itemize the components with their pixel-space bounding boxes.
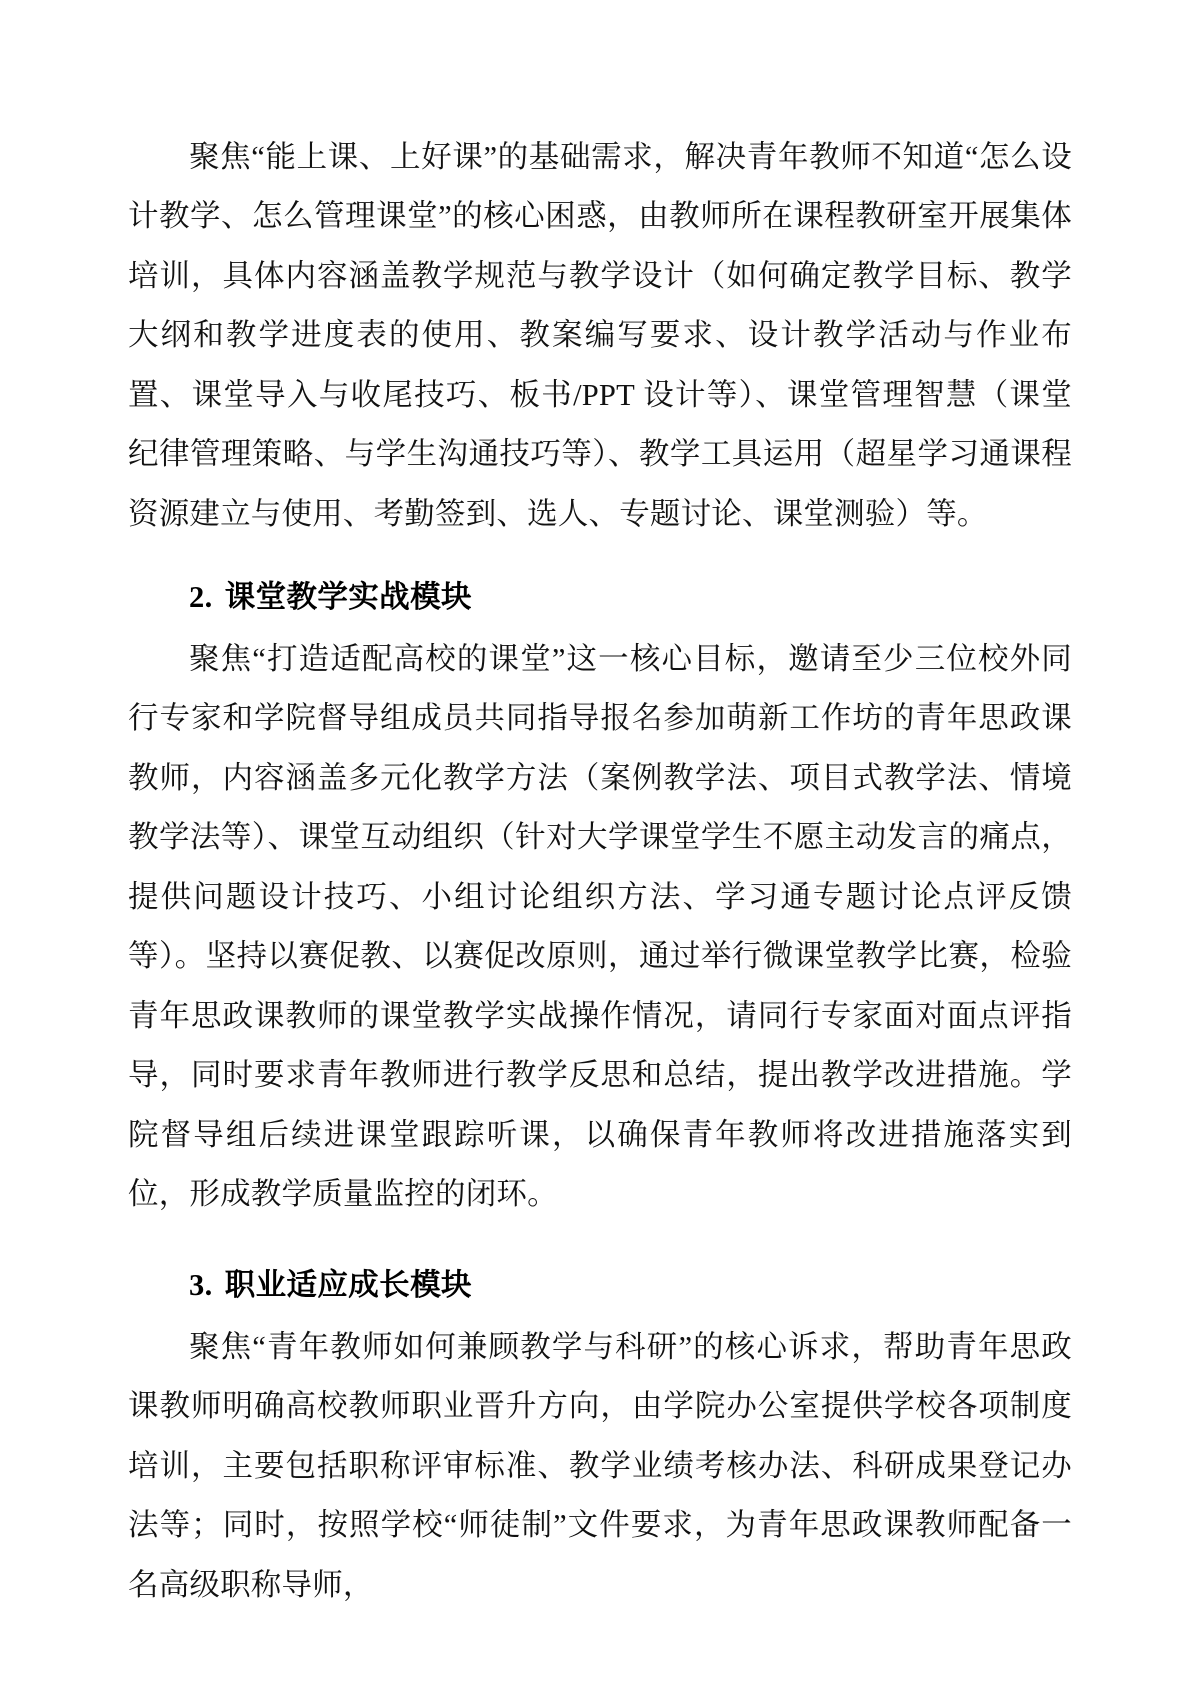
- heading-module-3: [128, 1256, 1072, 1315]
- heading-number-3: 3.: [189, 1268, 213, 1303]
- paragraph-teaching-basics: 聚焦“能上课、上好课”的基础需求，解决青年教师不知道“怎么设计教学、怎么管理课堂”的核心困惑，由教师所在课程教研室开展集体培训，具体内容涵盖教学规范与教学设计（如何确定教学目标、教学大纲和教学进度表的使用、教案编写要求、设计教学活动与作业布置、课堂导入与收尾技巧、板书/PPT 设计等）、课堂管理智慧（课堂纪律管理策略、与学生沟通技巧等）、教学工具运用（超星学习通课程资源建立与使用、考勤签到、选人、专题讨论、课堂测验）等。: [128, 140, 1072, 531]
- document-body: [128, 128, 1072, 1615]
- heading-text-2: 课堂教学实战模块: [224, 580, 472, 616]
- paragraph-career-growth: 聚焦“青年教师如何兼顾教学与科研”的核心诉求，帮助青年思政课教师明确高校教师职业晋升方向，由学院办公室提供学校各项制度培训，主要包括职称评审标准、教学业绩考核办法、科研成果登记办法等；同时，按照学校“师徒制”文件要求，为青年思政课教师配备一名高级职称导师，: [128, 1329, 1072, 1602]
- heading-number-2: 2.: [189, 580, 213, 615]
- heading-module-2: [128, 568, 1072, 627]
- paragraph-classroom-practice: 聚焦“打造适配高校的课堂”这一核心目标，邀请至少三位校外同行专家和学院督导组成员共同指导报名参加萌新工作坊的青年思政课教师，内容涵盖多元化教学方法（案例教学法、项目式教学法、情境教学法等）、课堂互动组织（针对大学课堂学生不愿主动发言的痛点，提供问题设计技巧、小组讨论组织方法、学习通专题讨论点评反馈等）。坚持以赛促教、以赛促改原则，通过举行微课堂教学比赛，检验青年思政课教师的课堂教学实战操作情况，请同行专家面对面点评指导，同时要求青年教师进行教学反思和总结，提出教学改进措施。学院督导组后续进课堂跟踪听课，以确保青年教师将改进措施落实到位，形成教学质量监控的闭环。: [128, 641, 1072, 1211]
- block-spacer: [128, 1224, 1072, 1242]
- heading-text-3: 职业适应成长模块: [224, 1268, 472, 1304]
- block-spacer: [128, 544, 1072, 554]
